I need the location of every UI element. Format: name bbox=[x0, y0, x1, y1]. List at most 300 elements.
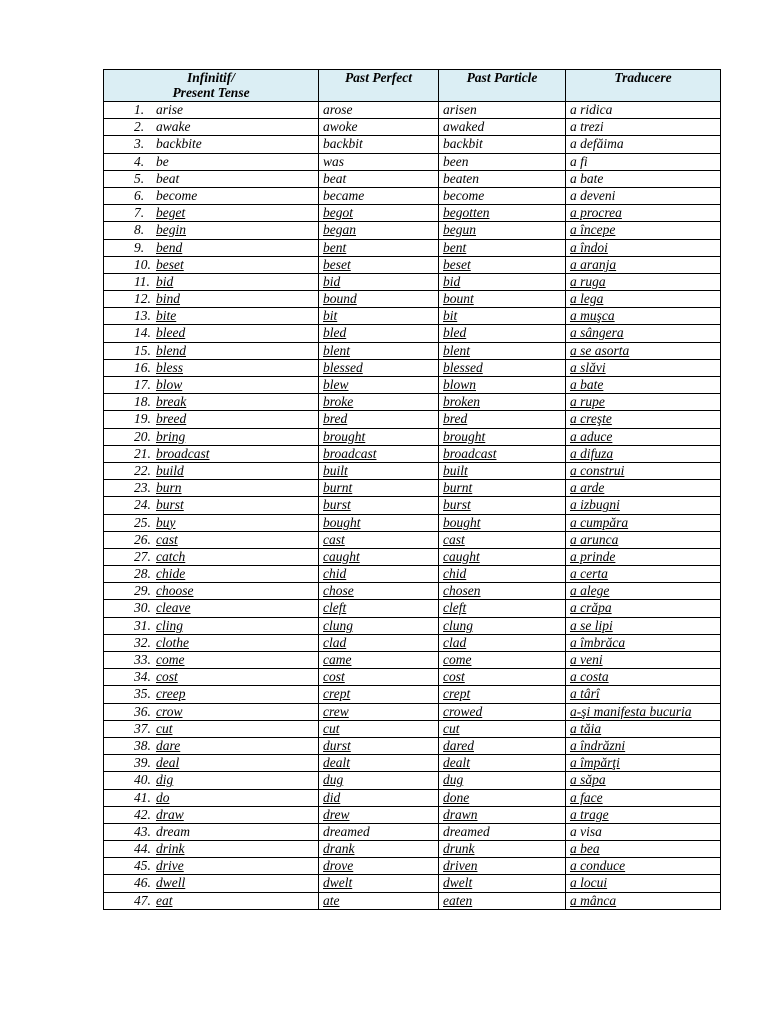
cell-infinitive bbox=[104, 187, 319, 204]
cell-translation-text: a construi bbox=[570, 462, 625, 478]
table-row bbox=[104, 823, 721, 840]
cell-past-particle-text: dealt bbox=[443, 755, 470, 771]
cell-past-particle bbox=[439, 411, 566, 428]
cell-infinitive bbox=[104, 136, 319, 153]
cell-past-perfect bbox=[319, 875, 439, 892]
cell-past-perfect bbox=[319, 308, 439, 325]
cell-past-particle bbox=[439, 755, 566, 772]
table-row bbox=[104, 669, 721, 686]
cell-past-perfect-text: caught bbox=[323, 548, 360, 564]
row-number: 43. bbox=[134, 823, 151, 839]
cell-past-particle-text: brought bbox=[443, 428, 486, 444]
cell-past-particle-text: drunk bbox=[443, 841, 475, 857]
cell-past-perfect bbox=[319, 617, 439, 634]
row-number: 3. bbox=[134, 136, 145, 152]
cell-translation bbox=[566, 342, 721, 359]
table-row bbox=[104, 222, 721, 239]
table-row bbox=[104, 806, 721, 823]
cell-translation-text: a alege bbox=[570, 583, 610, 599]
cell-infinitive bbox=[104, 841, 319, 858]
cell-past-perfect bbox=[319, 411, 439, 428]
cell-past-perfect bbox=[319, 566, 439, 583]
infinitive-text: bid bbox=[156, 273, 174, 289]
cell-translation bbox=[566, 411, 721, 428]
cell-past-particle-text: crept bbox=[443, 686, 471, 702]
cell-infinitive bbox=[104, 497, 319, 514]
table-row bbox=[104, 583, 721, 600]
cell-past-particle-text: clad bbox=[443, 634, 467, 650]
row-number: 29. bbox=[134, 583, 151, 599]
cell-past-perfect bbox=[319, 892, 439, 909]
cell-past-particle-text: bled bbox=[443, 325, 467, 341]
infinitive-text: cleave bbox=[156, 600, 191, 616]
cell-past-perfect bbox=[319, 136, 439, 153]
cell-past-perfect bbox=[319, 755, 439, 772]
cell-past-particle bbox=[439, 858, 566, 875]
cell-past-perfect-text: bled bbox=[323, 325, 347, 341]
cell-past-particle-text: built bbox=[443, 462, 468, 478]
header-infinitive-label: Infinitif/ bbox=[186, 70, 235, 85]
table-row bbox=[104, 256, 721, 273]
cell-past-perfect-text: beset bbox=[323, 256, 351, 272]
cell-past-particle-text: come bbox=[443, 652, 472, 667]
cell-past-particle-text: bent bbox=[443, 239, 467, 255]
cell-translation bbox=[566, 789, 721, 806]
table-row bbox=[104, 841, 721, 858]
cell-translation-text: a defăima bbox=[570, 136, 624, 152]
cell-past-particle bbox=[439, 806, 566, 823]
cell-past-perfect-text: bit bbox=[323, 308, 338, 324]
cell-past-perfect-text: cut bbox=[323, 720, 340, 736]
cell-past-particle-text: dug bbox=[443, 772, 464, 788]
cell-past-particle-text: bid bbox=[443, 273, 461, 289]
infinitive-text: begin bbox=[156, 222, 186, 238]
cell-infinitive bbox=[104, 222, 319, 239]
cell-past-particle bbox=[439, 119, 566, 136]
table-row bbox=[104, 875, 721, 892]
table-row bbox=[104, 153, 721, 170]
cell-translation-text: a conduce bbox=[570, 858, 626, 874]
cell-past-perfect-text: crew bbox=[323, 703, 349, 719]
cell-past-perfect bbox=[319, 548, 439, 565]
table-row bbox=[104, 703, 721, 720]
cell-translation-text: a aduce bbox=[570, 428, 613, 444]
cell-translation-text: a costa bbox=[570, 669, 609, 685]
cell-past-particle bbox=[439, 841, 566, 858]
cell-past-perfect-text: chid bbox=[323, 566, 347, 582]
cell-past-perfect bbox=[319, 239, 439, 256]
cell-translation-text: a începe bbox=[570, 222, 616, 238]
cell-past-particle-text: beaten bbox=[443, 170, 479, 186]
cell-translation bbox=[566, 102, 721, 119]
cell-past-particle bbox=[439, 669, 566, 686]
table-row bbox=[104, 239, 721, 256]
cell-translation-text: a îndrăzni bbox=[570, 737, 626, 753]
cell-translation-text: a îmbrăca bbox=[570, 634, 626, 650]
table-row bbox=[104, 394, 721, 411]
cell-past-perfect bbox=[319, 806, 439, 823]
row-number: 47. bbox=[134, 892, 151, 908]
cell-translation bbox=[566, 514, 721, 531]
row-number: 19. bbox=[134, 411, 151, 427]
cell-translation bbox=[566, 480, 721, 497]
cell-past-perfect-text: built bbox=[323, 462, 348, 478]
infinitive-text: creep bbox=[156, 686, 186, 702]
cell-past-perfect bbox=[319, 359, 439, 376]
cell-infinitive bbox=[104, 531, 319, 548]
cell-translation-text: a arde bbox=[570, 480, 605, 496]
cell-past-perfect bbox=[319, 669, 439, 686]
cell-past-particle-text: awaked bbox=[443, 119, 485, 135]
cell-past-particle-text: clung bbox=[443, 617, 473, 633]
cell-past-particle bbox=[439, 205, 566, 222]
infinitive-text: backbite bbox=[156, 136, 202, 152]
cell-translation bbox=[566, 136, 721, 153]
cell-past-particle-text: eaten bbox=[443, 892, 473, 908]
row-number: 15. bbox=[134, 342, 151, 358]
cell-translation bbox=[566, 445, 721, 462]
table-row bbox=[104, 566, 721, 583]
cell-past-perfect-text: cleft bbox=[323, 600, 347, 616]
row-number: 16. bbox=[134, 359, 151, 375]
cell-translation bbox=[566, 566, 721, 583]
cell-past-perfect bbox=[319, 102, 439, 119]
cell-translation bbox=[566, 497, 721, 514]
cell-past-perfect-text: brought bbox=[323, 428, 366, 444]
row-number: 28. bbox=[134, 566, 151, 582]
cell-past-perfect bbox=[319, 222, 439, 239]
table-row bbox=[104, 308, 721, 325]
verb-rows bbox=[104, 102, 721, 910]
cell-past-particle-text: beset bbox=[443, 256, 471, 272]
table-row bbox=[104, 445, 721, 462]
cell-translation-text: a târî bbox=[570, 686, 600, 702]
infinitive-text: drive bbox=[156, 858, 184, 874]
cell-past-particle-text: blessed bbox=[443, 359, 483, 375]
cell-infinitive bbox=[104, 617, 319, 634]
cell-past-perfect bbox=[319, 583, 439, 600]
cell-past-particle-text: blent bbox=[443, 342, 470, 358]
table-row bbox=[104, 497, 721, 514]
cell-infinitive bbox=[104, 892, 319, 909]
row-number: 25. bbox=[134, 514, 151, 530]
infinitive-text: bless bbox=[156, 359, 183, 375]
cell-infinitive bbox=[104, 669, 319, 686]
table-row bbox=[104, 617, 721, 634]
cell-past-particle-text: done bbox=[443, 789, 470, 805]
infinitive-text: come bbox=[156, 652, 185, 667]
cell-infinitive bbox=[104, 566, 319, 583]
infinitive-text: drink bbox=[156, 841, 185, 857]
cell-past-perfect bbox=[319, 445, 439, 462]
row-number: 8. bbox=[134, 222, 145, 238]
header-past-particle: Past Particle bbox=[439, 70, 566, 102]
row-number: 46. bbox=[134, 875, 151, 891]
cell-translation-text: a fi bbox=[570, 153, 588, 169]
row-number: 30. bbox=[134, 600, 151, 616]
cell-infinitive bbox=[104, 239, 319, 256]
cell-past-perfect bbox=[319, 325, 439, 342]
table-header-row bbox=[104, 70, 721, 102]
cell-past-particle bbox=[439, 394, 566, 411]
cell-translation bbox=[566, 187, 721, 204]
cell-past-particle bbox=[439, 342, 566, 359]
cell-translation bbox=[566, 806, 721, 823]
cell-translation bbox=[566, 153, 721, 170]
cell-infinitive bbox=[104, 170, 319, 187]
cell-infinitive bbox=[104, 394, 319, 411]
infinitive-text: beget bbox=[156, 205, 186, 221]
cell-infinitive bbox=[104, 514, 319, 531]
cell-translation bbox=[566, 875, 721, 892]
cell-translation-text: a-şi manifesta bucuria bbox=[570, 703, 692, 719]
cell-past-particle-text: begun bbox=[443, 222, 476, 238]
cell-past-perfect bbox=[319, 652, 439, 669]
cell-translation bbox=[566, 617, 721, 634]
cell-translation-text: a mânca bbox=[570, 892, 617, 908]
cell-past-particle-text: chid bbox=[443, 566, 467, 582]
cell-past-particle bbox=[439, 583, 566, 600]
table-row bbox=[104, 600, 721, 617]
row-number: 44. bbox=[134, 841, 151, 857]
cell-infinitive bbox=[104, 600, 319, 617]
infinitive-text: bend bbox=[156, 239, 183, 255]
cell-translation bbox=[566, 583, 721, 600]
cell-past-particle bbox=[439, 359, 566, 376]
table-row bbox=[104, 462, 721, 479]
cell-past-perfect-text: dealt bbox=[323, 755, 350, 771]
cell-translation bbox=[566, 377, 721, 394]
cell-translation-text: a creşte bbox=[570, 411, 612, 427]
cell-past-perfect bbox=[319, 273, 439, 290]
row-number: 27. bbox=[134, 548, 151, 564]
table-row bbox=[104, 531, 721, 548]
cell-past-perfect bbox=[319, 462, 439, 479]
row-number: 35. bbox=[134, 686, 151, 702]
cell-infinitive bbox=[104, 445, 319, 462]
cell-past-particle-text: dared bbox=[443, 737, 474, 753]
cell-infinitive bbox=[104, 823, 319, 840]
cell-past-perfect-text: backbit bbox=[323, 136, 363, 152]
cell-infinitive bbox=[104, 806, 319, 823]
cell-translation bbox=[566, 308, 721, 325]
cell-past-particle bbox=[439, 737, 566, 754]
cell-translation-text: a visa bbox=[570, 823, 602, 839]
cell-past-particle-text: broadcast bbox=[443, 445, 497, 461]
table-row bbox=[104, 102, 721, 119]
table-row bbox=[104, 892, 721, 909]
cell-past-particle-text: cleft bbox=[443, 600, 467, 616]
cell-past-particle bbox=[439, 222, 566, 239]
infinitive-text: broadcast bbox=[156, 445, 210, 461]
infinitive-text: crow bbox=[156, 703, 183, 719]
row-number: 7. bbox=[134, 205, 145, 221]
infinitive-text: arise bbox=[156, 102, 183, 117]
cell-past-perfect-text: beat bbox=[323, 170, 347, 186]
cell-translation-text: a împărţi bbox=[570, 755, 620, 771]
cell-past-perfect-text: broadcast bbox=[323, 445, 377, 461]
cell-past-particle bbox=[439, 256, 566, 273]
cell-past-particle bbox=[439, 548, 566, 565]
table-row bbox=[104, 411, 721, 428]
cell-past-perfect bbox=[319, 772, 439, 789]
row-number: 33. bbox=[134, 652, 151, 667]
row-number: 23. bbox=[134, 480, 151, 496]
infinitive-text: dare bbox=[156, 737, 181, 753]
table-row bbox=[104, 205, 721, 222]
cell-translation-text: a se lipi bbox=[570, 617, 613, 633]
infinitive-text: build bbox=[156, 462, 184, 478]
cell-past-particle bbox=[439, 686, 566, 703]
table-row bbox=[104, 170, 721, 187]
cell-past-perfect-text: ate bbox=[323, 892, 340, 908]
cell-infinitive bbox=[104, 703, 319, 720]
cell-past-particle bbox=[439, 703, 566, 720]
cell-past-perfect-text: clad bbox=[323, 634, 347, 650]
cell-past-perfect bbox=[319, 205, 439, 222]
cell-translation-text: a bea bbox=[570, 841, 600, 857]
infinitive-text: dig bbox=[156, 772, 174, 788]
cell-past-perfect bbox=[319, 119, 439, 136]
infinitive-text: blow bbox=[156, 377, 183, 392]
cell-past-particle bbox=[439, 187, 566, 204]
cell-past-perfect bbox=[319, 187, 439, 204]
cell-past-perfect-text: was bbox=[323, 153, 345, 169]
row-number: 32. bbox=[134, 634, 151, 650]
row-number: 45. bbox=[134, 858, 151, 874]
cell-translation bbox=[566, 652, 721, 669]
cell-translation-text: a locui bbox=[570, 875, 608, 891]
infinitive-text: cost bbox=[156, 669, 178, 685]
cell-past-particle bbox=[439, 892, 566, 909]
cell-past-particle-text: burnt bbox=[443, 480, 473, 496]
cell-past-particle bbox=[439, 308, 566, 325]
cell-infinitive bbox=[104, 686, 319, 703]
cell-past-perfect bbox=[319, 858, 439, 875]
cell-past-perfect bbox=[319, 394, 439, 411]
cell-past-particle bbox=[439, 617, 566, 634]
cell-infinitive bbox=[104, 548, 319, 565]
cell-translation bbox=[566, 394, 721, 411]
cell-past-perfect-text: began bbox=[323, 222, 356, 238]
cell-translation-text: a slăvi bbox=[570, 359, 606, 375]
cell-past-perfect-text: dwelt bbox=[323, 875, 353, 891]
header-infinitive bbox=[104, 70, 319, 102]
cell-past-particle-text: been bbox=[443, 153, 469, 169]
cell-infinitive bbox=[104, 256, 319, 273]
row-number: 41. bbox=[134, 789, 151, 805]
cell-translation bbox=[566, 841, 721, 858]
row-number: 18. bbox=[134, 394, 151, 410]
cell-past-perfect-text: crept bbox=[323, 686, 351, 702]
table-row bbox=[104, 342, 721, 359]
cell-past-perfect bbox=[319, 737, 439, 754]
cell-past-perfect-text: became bbox=[323, 187, 365, 203]
cell-translation-text: a lega bbox=[570, 291, 604, 307]
cell-past-perfect bbox=[319, 600, 439, 617]
cell-past-particle bbox=[439, 291, 566, 308]
cell-infinitive bbox=[104, 720, 319, 737]
cell-translation bbox=[566, 325, 721, 342]
infinitive-text: bind bbox=[156, 291, 181, 307]
cell-past-particle bbox=[439, 102, 566, 119]
cell-past-particle bbox=[439, 566, 566, 583]
cell-past-perfect-text: bound bbox=[323, 291, 357, 307]
infinitive-text: catch bbox=[156, 548, 186, 564]
row-number: 24. bbox=[134, 497, 151, 513]
irregular-verbs-table bbox=[103, 69, 721, 910]
infinitive-text: blend bbox=[156, 342, 186, 358]
cell-infinitive bbox=[104, 875, 319, 892]
cell-past-perfect bbox=[319, 514, 439, 531]
row-number: 31. bbox=[134, 617, 151, 633]
header-translation: Traducere bbox=[566, 70, 721, 102]
cell-translation bbox=[566, 273, 721, 290]
table-row bbox=[104, 772, 721, 789]
cell-translation-text: a ridica bbox=[570, 102, 613, 117]
cell-past-perfect-text: blessed bbox=[323, 359, 363, 375]
table-row bbox=[104, 686, 721, 703]
cell-past-particle-text: cut bbox=[443, 720, 460, 736]
cell-translation bbox=[566, 462, 721, 479]
cell-past-particle bbox=[439, 445, 566, 462]
cell-past-particle-text: become bbox=[443, 187, 485, 203]
cell-past-perfect bbox=[319, 377, 439, 394]
cell-past-perfect-text: dug bbox=[323, 772, 344, 788]
table-row bbox=[104, 273, 721, 290]
cell-past-particle-text: cost bbox=[443, 669, 465, 685]
cell-translation-text: a se asorta bbox=[570, 342, 630, 358]
cell-translation bbox=[566, 170, 721, 187]
cell-infinitive bbox=[104, 359, 319, 376]
cell-infinitive bbox=[104, 634, 319, 651]
cell-translation-text: a bate bbox=[570, 377, 604, 392]
cell-translation bbox=[566, 548, 721, 565]
cell-translation bbox=[566, 892, 721, 909]
row-number: 36. bbox=[134, 703, 151, 719]
cell-past-perfect bbox=[319, 342, 439, 359]
row-number: 37. bbox=[134, 720, 151, 736]
cell-past-perfect-text: begot bbox=[323, 205, 353, 221]
row-number: 34. bbox=[134, 669, 151, 685]
row-number: 26. bbox=[134, 531, 151, 547]
cell-translation-text: a muşca bbox=[570, 308, 615, 324]
cell-past-particle-text: blown bbox=[443, 377, 477, 392]
cell-translation bbox=[566, 634, 721, 651]
cell-infinitive bbox=[104, 205, 319, 222]
table-row bbox=[104, 428, 721, 445]
table-row bbox=[104, 514, 721, 531]
infinitive-text: cast bbox=[156, 531, 178, 547]
cell-past-perfect-text: bent bbox=[323, 239, 347, 255]
infinitive-text: breed bbox=[156, 411, 187, 427]
cell-past-perfect-text: burnt bbox=[323, 480, 353, 496]
cell-translation-text: a face bbox=[570, 789, 603, 805]
row-number: 11. bbox=[134, 273, 150, 289]
infinitive-text: become bbox=[156, 187, 198, 203]
cell-translation bbox=[566, 359, 721, 376]
cell-translation bbox=[566, 291, 721, 308]
cell-past-perfect-text: broke bbox=[323, 394, 354, 410]
cell-past-perfect-text: dreamed bbox=[323, 823, 370, 839]
cell-past-perfect bbox=[319, 841, 439, 858]
infinitive-text: cut bbox=[156, 720, 173, 736]
cell-past-particle-text: bit bbox=[443, 308, 458, 324]
cell-past-particle-text: bred bbox=[443, 411, 468, 427]
cell-past-perfect bbox=[319, 531, 439, 548]
cell-past-perfect bbox=[319, 428, 439, 445]
infinitive-text: dream bbox=[156, 823, 190, 839]
